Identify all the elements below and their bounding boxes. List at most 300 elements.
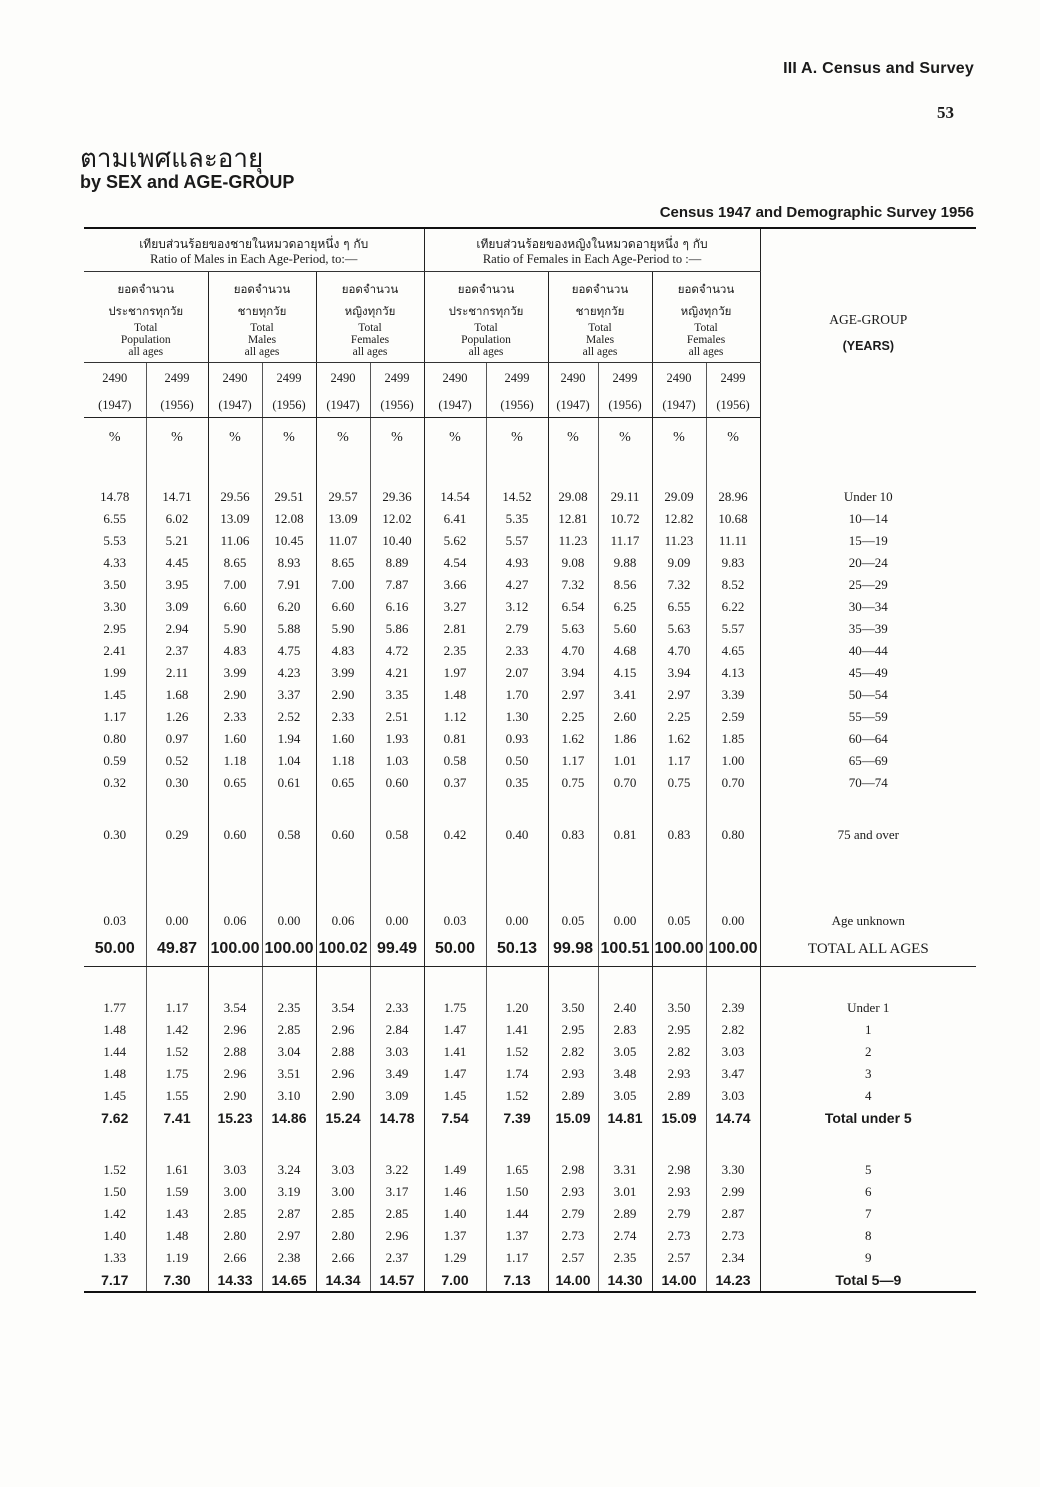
value-cell: 1.60	[316, 728, 370, 750]
value-cell: 0.00	[370, 910, 424, 932]
value-cell: 1.75	[424, 997, 486, 1019]
spacer-cell	[146, 967, 208, 998]
value-cell: 4.21	[370, 662, 424, 684]
value-cell: 2.97	[262, 1225, 316, 1247]
value-cell: 2.96	[208, 1063, 262, 1085]
value-cell: 2.93	[548, 1063, 598, 1085]
year-be-cell: 2499	[598, 363, 652, 394]
value-cell: 3.94	[548, 662, 598, 684]
spacer-cell	[652, 1129, 706, 1159]
spacer-cell	[652, 794, 706, 824]
value-cell: 15.09	[652, 1107, 706, 1129]
subgroup-en: all ages	[352, 346, 388, 358]
value-cell: 1.59	[146, 1181, 208, 1203]
value-cell: 2.74	[598, 1225, 652, 1247]
value-cell: 1.17	[84, 706, 146, 728]
value-cell: 29.08	[548, 486, 598, 508]
value-cell: 0.60	[370, 772, 424, 794]
value-cell: 0.97	[146, 728, 208, 750]
value-cell: 2.93	[652, 1181, 706, 1203]
value-cell: 0.58	[370, 824, 424, 846]
value-cell: 1.37	[486, 1225, 548, 1247]
value-cell: 3.22	[370, 1159, 424, 1181]
age-group-label: TOTAL ALL AGES	[760, 932, 976, 967]
value-cell: 2.33	[208, 706, 262, 728]
value-cell: 7.32	[652, 574, 706, 596]
value-cell: 11.17	[598, 530, 652, 552]
value-cell: 3.30	[706, 1159, 760, 1181]
value-cell: 1.33	[84, 1247, 146, 1269]
value-cell: 0.00	[706, 910, 760, 932]
value-cell: 2.52	[262, 706, 316, 728]
value-cell: 0.65	[208, 772, 262, 794]
year-ad-cell: (1947)	[652, 393, 706, 418]
value-cell: 4.54	[424, 552, 486, 574]
value-cell: 1.41	[424, 1041, 486, 1063]
value-cell: 4.72	[370, 640, 424, 662]
value-cell: 12.82	[652, 508, 706, 530]
value-cell: 6.60	[316, 596, 370, 618]
table-row	[84, 618, 976, 640]
year-be-cell: 2490	[548, 363, 598, 394]
value-cell: 9.83	[706, 552, 760, 574]
value-cell: 1.18	[208, 750, 262, 772]
spacer-cell	[84, 967, 146, 998]
percent-symbol: %	[316, 418, 370, 487]
spacer-row	[84, 794, 976, 824]
table-row	[84, 684, 976, 706]
value-cell: 29.57	[316, 486, 370, 508]
subgroup-thai-2: หญิงทุกวัย	[680, 304, 732, 318]
value-cell: 0.03	[84, 910, 146, 932]
value-cell: 1.48	[146, 1225, 208, 1247]
value-cell: 1.42	[146, 1019, 208, 1041]
value-cell: 1.65	[486, 1159, 548, 1181]
value-cell: 10.45	[262, 530, 316, 552]
value-cell: 3.66	[424, 574, 486, 596]
year-be-cell: 2490	[208, 363, 262, 394]
subgroup-thai-2: หญิงทุกวัย	[344, 304, 396, 318]
value-cell: 2.90	[208, 684, 262, 706]
value-cell: 0.59	[84, 750, 146, 772]
value-cell: 2.82	[548, 1041, 598, 1063]
spacer-cell	[706, 794, 760, 824]
value-cell: 49.87	[146, 932, 208, 967]
spacer-cell	[370, 1129, 424, 1159]
value-cell: 100.00	[262, 932, 316, 967]
page-number: 53	[937, 103, 954, 122]
value-cell: 4.83	[208, 640, 262, 662]
value-cell: 15.24	[316, 1107, 370, 1129]
value-cell: 2.97	[652, 684, 706, 706]
value-cell: 1.48	[424, 684, 486, 706]
spacer-cell	[262, 967, 316, 998]
value-cell: 14.54	[424, 486, 486, 508]
table-row	[84, 574, 976, 596]
value-cell: 7.54	[424, 1107, 486, 1129]
value-cell: 0.70	[598, 772, 652, 794]
value-cell: 2.33	[486, 640, 548, 662]
subgroup-en: Total	[588, 322, 612, 334]
value-cell: 3.03	[316, 1159, 370, 1181]
value-cell: 14.00	[548, 1269, 598, 1292]
value-cell: 12.08	[262, 508, 316, 530]
age-group-label: 2	[865, 1044, 872, 1059]
age-group-label: 65—69	[848, 753, 888, 768]
age-group-label: 3	[865, 1066, 872, 1081]
spacer-cell	[652, 967, 706, 998]
value-cell: 5.63	[652, 618, 706, 640]
age-group-label: 75 and over	[837, 827, 899, 842]
value-cell: 8.89	[370, 552, 424, 574]
value-cell: 6.02	[146, 508, 208, 530]
age-group-label: 55—59	[848, 709, 888, 724]
year-be-cell: 2499	[706, 363, 760, 394]
value-cell: 3.00	[316, 1181, 370, 1203]
group-header-males	[84, 228, 424, 272]
value-cell: 0.81	[598, 824, 652, 846]
value-cell: 0.83	[548, 824, 598, 846]
value-cell: 3.04	[262, 1041, 316, 1063]
value-cell: 1.37	[424, 1225, 486, 1247]
value-cell: 2.07	[486, 662, 548, 684]
percent-symbol: %	[706, 418, 760, 487]
percent-symbol: %	[598, 418, 652, 487]
value-cell: 0.00	[146, 910, 208, 932]
table-row	[84, 1203, 976, 1225]
value-cell: 2.37	[146, 640, 208, 662]
value-cell: 2.66	[316, 1247, 370, 1269]
value-cell: 4.68	[598, 640, 652, 662]
subgroup-en: all ages	[244, 346, 280, 358]
percent-symbol: %	[146, 418, 208, 487]
spacer-cell	[548, 967, 598, 998]
value-cell: 0.35	[486, 772, 548, 794]
value-cell: 0.61	[262, 772, 316, 794]
spacer-cell	[486, 794, 548, 824]
spacer-cell	[262, 846, 316, 910]
spacer-cell	[598, 794, 652, 824]
value-cell: 3.37	[262, 684, 316, 706]
age-group-header	[760, 228, 976, 418]
subgroup-thai-1: ยอดจำนวน	[341, 282, 399, 296]
value-cell: 0.30	[84, 824, 146, 846]
value-cell: 3.39	[706, 684, 760, 706]
value-cell: 8.93	[262, 552, 316, 574]
table-row	[84, 1181, 976, 1203]
spacer-cell	[706, 967, 760, 998]
subgroup-en: Females	[686, 334, 726, 346]
value-cell: 0.05	[652, 910, 706, 932]
value-cell: 5.57	[486, 530, 548, 552]
value-cell: 1.29	[424, 1247, 486, 1269]
value-cell: 1.44	[486, 1203, 548, 1225]
value-cell: 0.32	[84, 772, 146, 794]
value-cell: 8.56	[598, 574, 652, 596]
value-cell: 14.52	[486, 486, 548, 508]
percent-symbol: %	[652, 418, 706, 487]
value-cell: 3.27	[424, 596, 486, 618]
percent-symbol: %	[370, 418, 424, 487]
value-cell: 0.58	[424, 750, 486, 772]
subgroup-en: all ages	[582, 346, 618, 358]
value-cell: 1.17	[548, 750, 598, 772]
age-group-label: 50—54	[848, 687, 888, 702]
year-be-cell: 2499	[486, 363, 548, 394]
value-cell: 4.75	[262, 640, 316, 662]
spacer-cell	[208, 1129, 262, 1159]
value-cell: 5.88	[262, 618, 316, 640]
value-cell: 1.62	[652, 728, 706, 750]
age-group-label: 60—64	[848, 731, 888, 746]
value-cell: 0.42	[424, 824, 486, 846]
year-ad-cell: (1947)	[84, 393, 146, 418]
value-cell: 1.00	[706, 750, 760, 772]
value-cell: 2.25	[548, 706, 598, 728]
spacer-row	[84, 967, 976, 998]
subgroup-header	[208, 272, 316, 363]
age-group-label: 7	[865, 1206, 872, 1221]
value-cell: 2.51	[370, 706, 424, 728]
table-row	[84, 1247, 976, 1269]
value-cell: 2.96	[370, 1225, 424, 1247]
value-cell: 1.40	[424, 1203, 486, 1225]
spacer-cell	[146, 846, 208, 910]
value-cell: 2.96	[316, 1063, 370, 1085]
value-cell: 2.80	[208, 1225, 262, 1247]
spacer-cell	[370, 967, 424, 998]
value-cell: 2.98	[652, 1159, 706, 1181]
value-cell: 1.52	[486, 1041, 548, 1063]
spacer-cell	[706, 846, 760, 910]
spacer-cell	[548, 1129, 598, 1159]
value-cell: 2.35	[262, 997, 316, 1019]
value-cell: 5.86	[370, 618, 424, 640]
value-cell: 5.90	[208, 618, 262, 640]
value-cell: 5.35	[486, 508, 548, 530]
table-row	[84, 728, 976, 750]
value-cell: 6.54	[548, 596, 598, 618]
age-group-label: 40—44	[848, 643, 888, 658]
value-cell: 2.95	[652, 1019, 706, 1041]
value-cell: 14.74	[706, 1107, 760, 1129]
age-group-label: 10—14	[848, 511, 888, 526]
spacer-cell	[316, 1129, 370, 1159]
subgroup-en: Total	[474, 322, 498, 334]
value-cell: 1.52	[84, 1159, 146, 1181]
value-cell: 1.45	[84, 684, 146, 706]
year-ad-cell: (1947)	[208, 393, 262, 418]
spacer-cell	[760, 846, 976, 910]
value-cell: 7.39	[486, 1107, 548, 1129]
value-cell: 29.56	[208, 486, 262, 508]
age-group-label: 1	[865, 1022, 872, 1037]
value-cell: 1.20	[486, 997, 548, 1019]
value-cell: 2.97	[548, 684, 598, 706]
subgroup-en: Females	[350, 334, 390, 346]
value-cell: 2.94	[146, 618, 208, 640]
subgroup-header	[316, 272, 424, 363]
value-cell: 3.17	[370, 1181, 424, 1203]
spacer-cell	[208, 846, 262, 910]
value-cell: 7.32	[548, 574, 598, 596]
value-cell: 6.41	[424, 508, 486, 530]
age-group-label: Under 10	[843, 489, 893, 504]
subgroup-thai-2: ชายทุกวัย	[237, 304, 287, 318]
page-title-thai: ตามเพศและอายุ	[80, 144, 264, 174]
spacer-cell	[598, 846, 652, 910]
value-cell: 1.01	[598, 750, 652, 772]
subgroup-en: all ages	[688, 346, 724, 358]
value-cell: 2.87	[262, 1203, 316, 1225]
group-females-thai: เทียบส่วนร้อยของหญิงในหมวดอายุหนึ่ง ๆ กับ	[476, 237, 708, 251]
value-cell: 12.02	[370, 508, 424, 530]
section-header: III A. Census and Survey	[783, 60, 974, 77]
value-cell: 2.79	[486, 618, 548, 640]
value-cell: 12.81	[548, 508, 598, 530]
value-cell: 0.50	[486, 750, 548, 772]
value-cell: 7.13	[486, 1269, 548, 1292]
value-cell: 11.23	[652, 530, 706, 552]
value-cell: 5.57	[706, 618, 760, 640]
spacer-cell	[706, 1129, 760, 1159]
spacer-row	[84, 1129, 976, 1159]
value-cell: 50.13	[486, 932, 548, 967]
value-cell: 1.50	[84, 1181, 146, 1203]
value-cell: 3.48	[598, 1063, 652, 1085]
value-cell: 0.00	[598, 910, 652, 932]
value-cell: 100.02	[316, 932, 370, 967]
value-cell: 99.49	[370, 932, 424, 967]
table-row	[84, 1019, 976, 1041]
value-cell: 1.46	[424, 1181, 486, 1203]
value-cell: 11.11	[706, 530, 760, 552]
spacer-cell	[370, 794, 424, 824]
value-cell: 3.35	[370, 684, 424, 706]
value-cell: 2.41	[84, 640, 146, 662]
spacer-cell	[424, 1129, 486, 1159]
value-cell: 3.49	[370, 1063, 424, 1085]
subgroup-thai-2: ชายทุกวัย	[575, 304, 625, 318]
value-cell: 5.60	[598, 618, 652, 640]
year-ad-cell: (1956)	[486, 393, 548, 418]
year-ad-cell: (1947)	[548, 393, 598, 418]
value-cell: 99.98	[548, 932, 598, 967]
value-cell: 2.57	[548, 1247, 598, 1269]
value-cell: 5.63	[548, 618, 598, 640]
value-cell: 11.06	[208, 530, 262, 552]
value-cell: 8.52	[706, 574, 760, 596]
value-cell: 100.00	[208, 932, 262, 967]
spacer-cell	[208, 794, 262, 824]
value-cell: 2.79	[548, 1203, 598, 1225]
spacer-cell	[84, 1129, 146, 1159]
age-group-label: 4	[865, 1088, 872, 1103]
value-cell: 28.96	[706, 486, 760, 508]
spacer-cell	[316, 846, 370, 910]
percent-symbol: %	[208, 418, 262, 487]
value-cell: 14.57	[370, 1269, 424, 1292]
table-row	[84, 662, 976, 684]
value-cell: 2.85	[316, 1203, 370, 1225]
spacer-cell	[548, 846, 598, 910]
value-cell: 11.07	[316, 530, 370, 552]
value-cell: 2.93	[548, 1181, 598, 1203]
spacer-cell	[598, 1129, 652, 1159]
spacer-cell	[208, 967, 262, 998]
table-row	[84, 596, 976, 618]
value-cell: 1.50	[486, 1181, 548, 1203]
year-be-cell: 2490	[84, 363, 146, 394]
value-cell: 3.99	[316, 662, 370, 684]
value-cell: 3.54	[208, 997, 262, 1019]
value-cell: 1.17	[486, 1247, 548, 1269]
subgroup-header	[652, 272, 760, 363]
value-cell: 2.96	[208, 1019, 262, 1041]
value-cell: 0.00	[486, 910, 548, 932]
subgroup-thai-2: ประชากรทุกวัย	[448, 304, 524, 318]
value-cell: 3.51	[262, 1063, 316, 1085]
value-cell: 29.51	[262, 486, 316, 508]
value-cell: 3.99	[208, 662, 262, 684]
value-cell: 4.13	[706, 662, 760, 684]
value-cell: 0.70	[706, 772, 760, 794]
subgroup-en: all ages	[468, 346, 504, 358]
value-cell: 7.00	[208, 574, 262, 596]
spacer-cell	[424, 846, 486, 910]
subgroup-thai-1: ยอดจำนวน	[457, 282, 515, 296]
value-cell: 3.03	[706, 1085, 760, 1107]
group-males-thai: เทียบส่วนร้อยของชายในหมวดอายุหนึ่ง ๆ กับ	[139, 237, 369, 251]
value-cell: 4.27	[486, 574, 548, 596]
value-cell: 1.17	[652, 750, 706, 772]
year-be-cell: 2490	[652, 363, 706, 394]
spacer-cell	[146, 1129, 208, 1159]
subgroup-header	[548, 272, 652, 363]
value-cell: 0.29	[146, 824, 208, 846]
value-cell: 1.68	[146, 684, 208, 706]
value-cell: 1.60	[208, 728, 262, 750]
subgroup-thai-2: ประชากรทุกวัย	[108, 304, 184, 318]
page-title: by SEX and AGE-GROUP	[80, 172, 295, 192]
value-cell: 2.25	[652, 706, 706, 728]
value-cell: 0.05	[548, 910, 598, 932]
value-cell: 0.58	[262, 824, 316, 846]
age-group-label: 9	[865, 1250, 872, 1265]
age-group-unit: (YEARS)	[842, 339, 894, 353]
value-cell: 2.88	[208, 1041, 262, 1063]
value-cell: 3.10	[262, 1085, 316, 1107]
value-cell: 14.33	[208, 1269, 262, 1292]
value-cell: 3.05	[598, 1041, 652, 1063]
spacer-cell	[486, 967, 548, 998]
value-cell: 1.99	[84, 662, 146, 684]
value-cell: 2.85	[370, 1203, 424, 1225]
year-ad-cell: (1956)	[706, 393, 760, 418]
value-cell: 3.95	[146, 574, 208, 596]
value-cell: 0.06	[316, 910, 370, 932]
value-cell: 1.70	[486, 684, 548, 706]
value-cell: 14.00	[652, 1269, 706, 1292]
value-cell: 6.22	[706, 596, 760, 618]
value-cell: 6.16	[370, 596, 424, 618]
subgroup-en: Males	[247, 334, 277, 346]
value-cell: 1.47	[424, 1019, 486, 1041]
value-cell: 7.17	[84, 1269, 146, 1292]
value-cell: 4.23	[262, 662, 316, 684]
value-cell: 15.09	[548, 1107, 598, 1129]
percent-row	[84, 418, 976, 487]
